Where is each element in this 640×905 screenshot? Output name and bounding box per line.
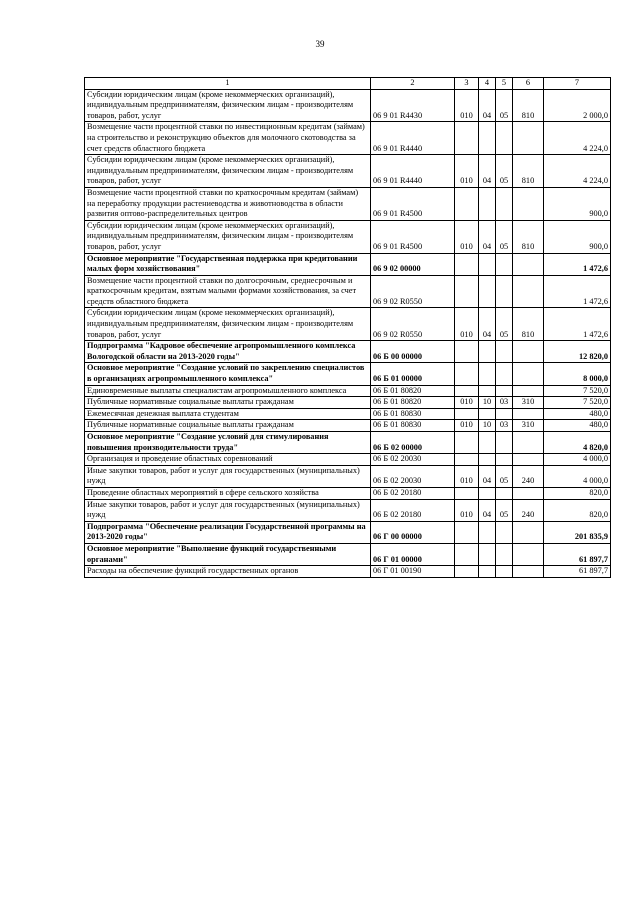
expense-name-cell: Единовременные выплаты специалистам агропромышленного комплекса bbox=[85, 385, 371, 397]
subsection-code-cell bbox=[496, 385, 513, 397]
table-row bbox=[85, 499, 611, 521]
section-code-cell: 04 bbox=[479, 220, 496, 253]
subsection-code-cell: 05 bbox=[496, 499, 513, 521]
ministry-code-cell bbox=[455, 454, 479, 466]
table-row bbox=[85, 187, 611, 220]
table-row bbox=[85, 308, 611, 341]
expense-name-cell: Иные закупки товаров, работ и услуг для государственных (муниципальных) нужд bbox=[85, 499, 371, 521]
subsection-code-cell bbox=[496, 543, 513, 565]
subsection-code-cell bbox=[496, 122, 513, 155]
table-row bbox=[85, 543, 611, 565]
budget-table bbox=[84, 77, 611, 578]
expense-type-cell: 810 bbox=[513, 220, 544, 253]
header-cell: 6 bbox=[513, 78, 544, 90]
subsection-code-cell: 05 bbox=[496, 155, 513, 188]
ministry-code-cell bbox=[455, 408, 479, 420]
budget-code-cell: 06 9 01 R4440 bbox=[371, 155, 455, 188]
ministry-code-cell bbox=[455, 187, 479, 220]
budget-code-cell: 06 Б 02 20180 bbox=[371, 487, 455, 499]
header-cell: 4 bbox=[479, 78, 496, 90]
amount-cell: 900,0 bbox=[544, 187, 611, 220]
budget-code-cell: 06 9 01 R4500 bbox=[371, 220, 455, 253]
section-code-cell bbox=[479, 566, 496, 578]
expense-name-cell: Субсидии юридическим лицам (кроме некоммерческих организаций), индивидуальным предпринимателям, физическим лицам - производителям товаров, работ, услуг bbox=[85, 155, 371, 188]
expense-type-cell: 810 bbox=[513, 308, 544, 341]
budget-code-cell: 06 Б 01 80830 bbox=[371, 408, 455, 420]
table-row bbox=[85, 521, 611, 543]
subsection-code-cell: 05 bbox=[496, 89, 513, 122]
ministry-code-cell bbox=[455, 566, 479, 578]
expense-type-cell: 310 bbox=[513, 397, 544, 409]
expense-type-cell bbox=[513, 521, 544, 543]
subsection-code-cell bbox=[496, 253, 513, 275]
section-code-cell bbox=[479, 408, 496, 420]
budget-code-cell: 06 Б 02 20030 bbox=[371, 465, 455, 487]
amount-cell: 1 472,6 bbox=[544, 308, 611, 341]
expense-name-cell: Субсидии юридическим лицам (кроме некоммерческих организаций), индивидуальным предпринимателям, физическим лицам - производителям товаров, работ, услуг bbox=[85, 220, 371, 253]
ministry-code-cell: 010 bbox=[455, 89, 479, 122]
section-code-cell bbox=[479, 487, 496, 499]
subsection-code-cell: 05 bbox=[496, 220, 513, 253]
budget-code-cell: 06 9 02 00000 bbox=[371, 253, 455, 275]
table-row bbox=[85, 487, 611, 499]
amount-cell: 1 472,6 bbox=[544, 253, 611, 275]
table-row bbox=[85, 155, 611, 188]
budget-code-cell: 06 9 02 R0550 bbox=[371, 275, 455, 308]
table-row bbox=[85, 220, 611, 253]
amount-cell: 7 520,0 bbox=[544, 385, 611, 397]
budget-code-cell: 06 Б 02 20030 bbox=[371, 454, 455, 466]
budget-code-cell: 06 9 01 R4440 bbox=[371, 122, 455, 155]
table-row bbox=[85, 89, 611, 122]
expense-type-cell: 810 bbox=[513, 89, 544, 122]
expense-type-cell: 810 bbox=[513, 155, 544, 188]
amount-cell: 480,0 bbox=[544, 420, 611, 432]
section-code-cell bbox=[479, 363, 496, 385]
ministry-code-cell: 010 bbox=[455, 308, 479, 341]
table-row bbox=[85, 253, 611, 275]
expense-type-cell bbox=[513, 341, 544, 363]
budget-code-cell: 06 Г 01 00000 bbox=[371, 543, 455, 565]
ministry-code-cell: 010 bbox=[455, 499, 479, 521]
section-code-cell bbox=[479, 454, 496, 466]
expense-type-cell bbox=[513, 454, 544, 466]
subsection-code-cell bbox=[496, 432, 513, 454]
table-row bbox=[85, 122, 611, 155]
subsection-code-cell: 03 bbox=[496, 397, 513, 409]
amount-cell: 201 835,9 bbox=[544, 521, 611, 543]
subsection-code-cell: 03 bbox=[496, 420, 513, 432]
ministry-code-cell bbox=[455, 432, 479, 454]
budget-code-cell: 06 Б 00 00000 bbox=[371, 341, 455, 363]
ministry-code-cell bbox=[455, 385, 479, 397]
ministry-code-cell: 010 bbox=[455, 465, 479, 487]
table-row bbox=[85, 397, 611, 409]
section-code-cell bbox=[479, 122, 496, 155]
amount-cell: 61 897,7 bbox=[544, 543, 611, 565]
amount-cell: 2 000,0 bbox=[544, 89, 611, 122]
budget-code-cell: 06 Б 01 00000 bbox=[371, 363, 455, 385]
ministry-code-cell bbox=[455, 275, 479, 308]
expense-name-cell: Основное мероприятие "Выполнение функций государственными органами" bbox=[85, 543, 371, 565]
expense-name-cell: Подпрограмма "Кадровое обеспечение агропромышленного комплекса Вологодской области на 2013-2020 годы" bbox=[85, 341, 371, 363]
subsection-code-cell bbox=[496, 454, 513, 466]
amount-cell: 4 224,0 bbox=[544, 155, 611, 188]
header-row bbox=[85, 78, 611, 90]
table-row bbox=[85, 454, 611, 466]
expense-name-cell: Публичные нормативные социальные выплаты гражданам bbox=[85, 420, 371, 432]
page-number: 39 bbox=[315, 39, 325, 49]
table-row bbox=[85, 341, 611, 363]
subsection-code-cell bbox=[496, 408, 513, 420]
expense-name-cell: Расходы на обеспечение функций государственных органов bbox=[85, 566, 371, 578]
subsection-code-cell bbox=[496, 521, 513, 543]
expense-type-cell: 240 bbox=[513, 499, 544, 521]
budget-code-cell: 06 Г 01 00190 bbox=[371, 566, 455, 578]
header-cell: 7 bbox=[544, 78, 611, 90]
section-code-cell: 04 bbox=[479, 308, 496, 341]
budget-code-cell: 06 9 02 R0550 bbox=[371, 308, 455, 341]
expense-name-cell: Возмещение части процентной ставки по инвестиционным кредитам (займам) на строительство и реконструкцию объектов для молочного скотоводства за счет средств областного бюджета bbox=[85, 122, 371, 155]
section-code-cell bbox=[479, 543, 496, 565]
budget-code-cell: 06 9 01 R4430 bbox=[371, 89, 455, 122]
amount-cell: 900,0 bbox=[544, 220, 611, 253]
expense-name-cell: Организация и проведение областных соревнований bbox=[85, 454, 371, 466]
section-code-cell: 04 bbox=[479, 155, 496, 188]
ministry-code-cell: 010 bbox=[455, 155, 479, 188]
expense-name-cell: Субсидии юридическим лицам (кроме некоммерческих организаций), индивидуальным предпринимателям, физическим лицам - производителям товаров, работ, услуг bbox=[85, 308, 371, 341]
amount-cell: 820,0 bbox=[544, 487, 611, 499]
ministry-code-cell bbox=[455, 122, 479, 155]
expense-name-cell: Возмещение части процентной ставки по краткосрочным кредитам (займам) на переработку продукции растениеводства и животноводства в области развития оптово-распределительных центров bbox=[85, 187, 371, 220]
expense-type-cell: 240 bbox=[513, 465, 544, 487]
amount-cell: 4 000,0 bbox=[544, 465, 611, 487]
section-code-cell: 04 bbox=[479, 89, 496, 122]
amount-cell: 12 820,0 bbox=[544, 341, 611, 363]
table-row bbox=[85, 363, 611, 385]
expense-name-cell: Основное мероприятие "Государственная поддержка при кредитовании малых форм хозяйствования" bbox=[85, 253, 371, 275]
section-code-cell bbox=[479, 341, 496, 363]
section-code-cell: 10 bbox=[479, 397, 496, 409]
expense-type-cell bbox=[513, 363, 544, 385]
table-row bbox=[85, 566, 611, 578]
expense-type-cell bbox=[513, 253, 544, 275]
amount-cell: 4 820,0 bbox=[544, 432, 611, 454]
expense-type-cell bbox=[513, 543, 544, 565]
expense-name-cell: Ежемесячная денежная выплата студентам bbox=[85, 408, 371, 420]
amount-cell: 1 472,6 bbox=[544, 275, 611, 308]
table-row bbox=[85, 385, 611, 397]
amount-cell: 480,0 bbox=[544, 408, 611, 420]
budget-code-cell: 06 Б 02 00000 bbox=[371, 432, 455, 454]
expense-type-cell bbox=[513, 487, 544, 499]
budget-code-cell: 06 9 01 R4500 bbox=[371, 187, 455, 220]
subsection-code-cell bbox=[496, 566, 513, 578]
table-row bbox=[85, 408, 611, 420]
amount-cell: 4 224,0 bbox=[544, 122, 611, 155]
expense-name-cell: Иные закупки товаров, работ и услуг для государственных (муниципальных) нужд bbox=[85, 465, 371, 487]
expense-name-cell: Субсидии юридическим лицам (кроме некоммерческих организаций), индивидуальным предпринимателям, физическим лицам - производителям товаров, работ, услуг bbox=[85, 89, 371, 122]
section-code-cell: 04 bbox=[479, 465, 496, 487]
amount-cell: 820,0 bbox=[544, 499, 611, 521]
expense-type-cell bbox=[513, 408, 544, 420]
header-cell: 3 bbox=[455, 78, 479, 90]
table-row bbox=[85, 465, 611, 487]
table-row bbox=[85, 432, 611, 454]
ministry-code-cell bbox=[455, 487, 479, 499]
subsection-code-cell bbox=[496, 187, 513, 220]
ministry-code-cell: 010 bbox=[455, 397, 479, 409]
subsection-code-cell: 05 bbox=[496, 308, 513, 341]
section-code-cell bbox=[479, 432, 496, 454]
amount-cell: 7 520,0 bbox=[544, 397, 611, 409]
budget-code-cell: 06 Г 00 00000 bbox=[371, 521, 455, 543]
section-code-cell bbox=[479, 253, 496, 275]
header-cell: 5 bbox=[496, 78, 513, 90]
expense-name-cell: Основное мероприятие "Создание условий по закреплению специалистов в организациях агропромышленного комплекса" bbox=[85, 363, 371, 385]
budget-code-cell: 06 Б 02 20180 bbox=[371, 499, 455, 521]
amount-cell: 61 897,7 bbox=[544, 566, 611, 578]
table-row bbox=[85, 275, 611, 308]
budget-code-cell: 06 Б 01 80820 bbox=[371, 397, 455, 409]
ministry-code-cell bbox=[455, 341, 479, 363]
amount-cell: 4 000,0 bbox=[544, 454, 611, 466]
expense-type-cell bbox=[513, 275, 544, 308]
ministry-code-cell bbox=[455, 363, 479, 385]
expense-name-cell: Возмещение части процентной ставки по долгосрочным, среднесрочным и краткосрочным кредитам, взятым малыми формами хозяйствования, за счет средств областного бюджета bbox=[85, 275, 371, 308]
section-code-cell bbox=[479, 187, 496, 220]
ministry-code-cell bbox=[455, 521, 479, 543]
expense-name-cell: Основное мероприятие "Создание условий для стимулирования повышения производительности труда" bbox=[85, 432, 371, 454]
expense-name-cell: Подпрограмма "Обеспечение реализации Государственной программы на 2013-2020 годы" bbox=[85, 521, 371, 543]
section-code-cell bbox=[479, 385, 496, 397]
section-code-cell bbox=[479, 521, 496, 543]
section-code-cell: 10 bbox=[479, 420, 496, 432]
subsection-code-cell bbox=[496, 363, 513, 385]
expense-type-cell bbox=[513, 566, 544, 578]
ministry-code-cell bbox=[455, 253, 479, 275]
expense-type-cell bbox=[513, 187, 544, 220]
ministry-code-cell bbox=[455, 543, 479, 565]
section-code-cell: 04 bbox=[479, 499, 496, 521]
table-row bbox=[85, 420, 611, 432]
expense-type-cell bbox=[513, 122, 544, 155]
subsection-code-cell bbox=[496, 341, 513, 363]
header-cell: 1 bbox=[85, 78, 371, 90]
expense-name-cell: Публичные нормативные социальные выплаты гражданам bbox=[85, 397, 371, 409]
budget-code-cell: 06 Б 01 80820 bbox=[371, 385, 455, 397]
ministry-code-cell: 010 bbox=[455, 220, 479, 253]
expense-type-cell: 310 bbox=[513, 420, 544, 432]
budget-code-cell: 06 Б 01 80830 bbox=[371, 420, 455, 432]
expense-type-cell bbox=[513, 385, 544, 397]
ministry-code-cell: 010 bbox=[455, 420, 479, 432]
amount-cell: 8 000,0 bbox=[544, 363, 611, 385]
expense-type-cell bbox=[513, 432, 544, 454]
subsection-code-cell: 05 bbox=[496, 465, 513, 487]
expense-name-cell: Проведение областных мероприятий в сфере сельского хозяйства bbox=[85, 487, 371, 499]
header-cell: 2 bbox=[371, 78, 455, 90]
subsection-code-cell bbox=[496, 487, 513, 499]
section-code-cell bbox=[479, 275, 496, 308]
subsection-code-cell bbox=[496, 275, 513, 308]
